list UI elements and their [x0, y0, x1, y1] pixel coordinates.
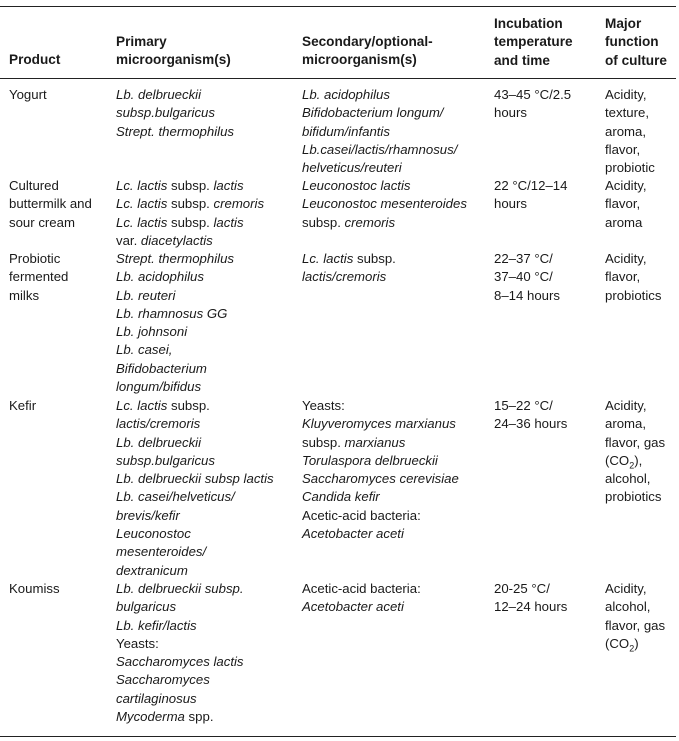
- cell-line: Lb. acidophilus: [302, 87, 390, 102]
- cell-line: Kluyveromyces marxianus: [302, 416, 456, 432]
- cell-line: texture,: [605, 105, 649, 121]
- cell-line: Koumiss: [9, 581, 60, 596]
- cell-line: 20-25 °C/: [494, 581, 550, 596]
- header-secondary: [302, 33, 433, 70]
- cell-line: flavor,: [605, 141, 641, 157]
- cell-line: Saccharomyces: [116, 672, 210, 688]
- cell-line: flavor, gas: [605, 434, 666, 450]
- cell-line: flavor,: [605, 269, 641, 285]
- cell-line: lactis/cremoris: [116, 416, 201, 432]
- cell-line: Kefir: [9, 398, 37, 413]
- row-kefir-product: [9, 397, 36, 415]
- cell-line: Acetobacter aceti: [302, 599, 404, 615]
- cell-line: probiotics: [605, 287, 662, 303]
- cell-line: Acidity,: [605, 178, 647, 193]
- header-product: [9, 51, 60, 69]
- cell-line: fermented: [9, 269, 69, 285]
- row-probiotic-secondary: Lc. lactis subsp. lactis/cremoris: [302, 250, 396, 287]
- cell-line: 24–36 hours: [494, 416, 568, 432]
- cell-line: Lb. casei,: [116, 342, 173, 358]
- header-text: Secondary/optional-: [302, 34, 433, 49]
- cell-line: 12–24 hours: [494, 599, 568, 615]
- row-kefir-function: Acidity, aroma, flavor, gas $(CO_2)$, alcohol, probiotics: [605, 397, 665, 507]
- cell-line: Acidity,: [605, 581, 647, 596]
- header-text: Primary: [116, 34, 167, 49]
- cell-line: sour cream: [9, 214, 75, 230]
- cell-line: alcohol,: [605, 471, 651, 487]
- cell-line: Leuconostoc lactis: [302, 178, 411, 193]
- cell-line: Lb.casei/lactis/rhamnosus/: [302, 141, 458, 157]
- row-yogurt-function: [605, 86, 655, 177]
- cell-line: alcohol,: [605, 599, 651, 615]
- cell-line: Lb. acidophilus: [116, 269, 204, 285]
- header-primary: [116, 33, 231, 70]
- cell-line: subsp.bulgaricus: [116, 105, 215, 121]
- cell-line: Lb. kefir/lactis: [116, 617, 197, 633]
- cell-line: Acidity,: [605, 251, 647, 266]
- cell-line: longum/bifidus: [116, 379, 202, 395]
- header-text: function: [605, 34, 659, 50]
- cell-line: Saccharomyces cerevisiae: [302, 471, 459, 487]
- cell-line: 37–40 °C/: [494, 269, 553, 285]
- row-probiotic-primary: [116, 250, 234, 396]
- header-text: and time: [494, 52, 550, 68]
- cell-line: Bifidobacterium: [116, 360, 207, 376]
- row-koumiss-secondary: [302, 580, 421, 617]
- cell-line: mesenteroides/: [116, 544, 207, 560]
- row-probiotic-function: [605, 250, 661, 305]
- cell-line: helveticus/reuteri: [302, 160, 402, 176]
- cell-line: Leuconostoc mesenteroides: [302, 196, 467, 212]
- cell-line: Lb. rhamnosus GG: [116, 305, 228, 321]
- cell-line: bifidum/infantis: [302, 123, 390, 139]
- row-kefir-incubation: [494, 397, 567, 434]
- header-text: microorganism(s): [302, 52, 417, 68]
- row-yogurt-primary: [116, 86, 234, 141]
- cell-line: buttermilk and: [9, 196, 92, 212]
- header-text: Product: [9, 52, 61, 67]
- header-text: temperature: [494, 34, 573, 50]
- header-rule: [0, 78, 676, 79]
- cell-line: dextranicum: [116, 562, 188, 578]
- cell-line: brevis/kefir: [116, 507, 180, 523]
- cell-line: hours: [494, 196, 527, 212]
- cell-line: cartilaginosus: [116, 690, 197, 706]
- cell-line: flavor,: [605, 196, 641, 212]
- cell-line: Strept. thermophilus: [116, 251, 235, 266]
- header-text: of culture: [605, 52, 667, 68]
- row-koumiss-function: Acidity, alcohol, flavor, gas $(CO_2)$: [605, 581, 666, 654]
- row-yogurt-product: [9, 86, 47, 104]
- cell-line: Torulaspora delbrueckii: [302, 452, 438, 468]
- row-yogurt-secondary: [302, 86, 457, 177]
- row-koumiss-incubation: [494, 580, 567, 617]
- cell-line: Yogurt: [9, 87, 47, 102]
- cell-line: Saccharomyces lactis: [116, 654, 244, 670]
- header-text: microorganism(s): [116, 52, 231, 68]
- cell-line: Lb. johnsoni: [116, 324, 188, 340]
- cell-line: milks: [9, 287, 40, 303]
- header-text: Incubation: [494, 16, 563, 31]
- row-yogurt-incubation: [494, 86, 571, 123]
- cell-line: bulgaricus: [116, 599, 177, 615]
- cell-line: Lb. delbrueckii subsp.: [116, 581, 244, 596]
- cell-line: Yeasts:: [116, 635, 159, 651]
- cell-line: Lb. delbrueckii: [116, 87, 202, 102]
- row-koumiss-primary: Lb. delbrueckii subsp. bulgaricus Lb. kefir/lactis Yeasts: Saccharomyces lactis Saccharomyces cartilaginosus Mycoderma spp.: [116, 581, 244, 725]
- cell-line: lactis/cremoris: [302, 269, 387, 285]
- bottom-rule: [0, 736, 676, 737]
- cell-line: Leuconostoc: [116, 526, 191, 542]
- cell-line: 43–45 °C/2.5: [494, 87, 572, 102]
- cell-line: Lb. delbrueckii subsp lactis: [116, 471, 274, 487]
- row-kefir-primary: Lc. lactis subsp. lactis/cremoris Lb. delbrueckii subsp.bulgaricus Lb. delbrueckii subsp lactis Lb. casei/helveticus/ brevis/kefir Leuconostoc mesenteroides/ dextranicum: [116, 397, 274, 580]
- row-kefir-secondary: Yeasts: Kluyveromyces marxianus subsp. marxianus Torulaspora delbrueckii Saccharomyces cerevisiae Candida kefir Acetic-acid bacteria: Acetobacter aceti: [302, 397, 459, 543]
- cell-line: probiotic: [605, 160, 655, 176]
- row-buttermilk-secondary: Leuconostoc lactis Leuconostoc mesenteroides subsp. cremoris: [302, 178, 467, 230]
- cell-line: Cultured: [9, 178, 59, 193]
- row-probiotic-product: [9, 250, 68, 305]
- cell-line: 22 °C/12–14: [494, 178, 568, 193]
- cell-line: Lb. casei/helveticus/: [116, 489, 235, 505]
- cell-line: Bifidobacterium longum/: [302, 105, 444, 121]
- cell-line: aroma,: [605, 123, 647, 139]
- row-buttermilk-primary: Lc. lactis subsp. lactis Lc. lactis subsp. cremoris Lc. lactis subsp. lactis var. diacetylactis: [116, 178, 265, 248]
- cell-line: 15–22 °C/: [494, 398, 553, 413]
- cell-line: aroma: [605, 214, 643, 230]
- row-koumiss-product: [9, 580, 60, 598]
- cell-line: Acetobacter aceti: [302, 526, 404, 542]
- cell-line: Probiotic: [9, 251, 61, 266]
- cell-line: hours: [494, 105, 527, 121]
- header-text: Major: [605, 16, 642, 31]
- row-probiotic-incubation: [494, 250, 560, 305]
- cell-line: Acetic-acid bacteria:: [302, 507, 421, 523]
- cell-line: subsp.bulgaricus: [116, 452, 215, 468]
- row-buttermilk-function: [605, 177, 647, 232]
- cell-line: Lb. delbrueckii: [116, 434, 202, 450]
- cell-line: flavor, gas: [605, 617, 666, 633]
- cell-line: Lb. reuteri: [116, 287, 176, 303]
- top-rule: [0, 6, 676, 7]
- header-function: [605, 15, 667, 70]
- header-incubation: [494, 15, 573, 70]
- cell-line: 22–37 °C/: [494, 251, 553, 266]
- row-buttermilk-product: [9, 177, 92, 232]
- cell-line: Acidity,: [605, 87, 647, 102]
- row-buttermilk-incubation: [494, 177, 567, 214]
- cell-line: aroma,: [605, 416, 647, 432]
- cell-line: Acetic-acid bacteria:: [302, 581, 421, 596]
- cell-line: Acidity,: [605, 398, 647, 413]
- cell-line: probiotics: [605, 489, 662, 505]
- cell-line: 8–14 hours: [494, 287, 560, 303]
- cell-line: Candida kefir: [302, 489, 380, 505]
- cell-line: Yeasts:: [302, 398, 345, 413]
- cell-line: Strept. thermophilus: [116, 123, 235, 139]
